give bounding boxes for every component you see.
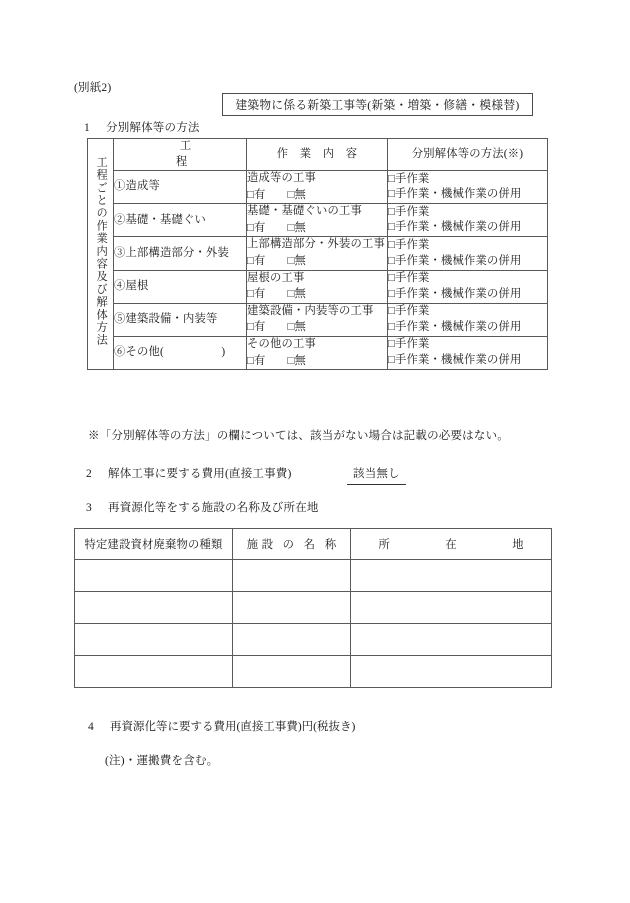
waste-type-cell[interactable] — [75, 624, 233, 656]
work-title: 屋根の工事 — [247, 271, 305, 284]
work-content-cell — [247, 171, 388, 204]
table-row — [88, 237, 548, 270]
checkbox-no[interactable]: □無 — [287, 354, 307, 367]
method-cell — [388, 303, 548, 336]
table-header-row — [75, 529, 552, 560]
checkbox-yes[interactable]: □有 — [247, 255, 266, 268]
column-header-method — [388, 139, 548, 171]
work-presence-checkboxes — [247, 287, 387, 303]
column-header-facility-name-text: 施設 の 名 称 — [246, 539, 340, 551]
section-3-number: 3 — [86, 502, 92, 514]
table-row — [88, 303, 548, 336]
table-row — [75, 560, 552, 592]
process-cell: ③上部構造部分・外装 — [114, 237, 247, 270]
checkbox-manual-machine[interactable]: □手作業・機械作業の併用 — [388, 320, 522, 333]
column-header-waste-type — [75, 529, 233, 560]
checkbox-manual-machine[interactable]: □手作業・機械作業の併用 — [388, 188, 522, 201]
checkbox-manual[interactable]: □手作業 — [388, 272, 430, 285]
method-cell — [388, 237, 548, 270]
table-row — [75, 592, 552, 624]
checkbox-yes[interactable]: □有 — [247, 221, 266, 234]
recycling-facility-table — [74, 528, 552, 688]
column-header-work-content-text: 作 業 内 容 — [276, 147, 358, 160]
column-header-location-text: 所 在 地 — [378, 539, 535, 551]
demolition-cost-value[interactable]: 該当無し — [347, 466, 406, 485]
table-header-row — [88, 139, 548, 171]
checkbox-yes[interactable]: □有 — [247, 321, 266, 334]
form-title-text: 建築物に係る新築工事等(新築・増築・修繕・模様替) — [235, 98, 520, 112]
facility-name-cell[interactable] — [233, 656, 351, 688]
facility-name-cell[interactable] — [233, 624, 351, 656]
checkbox-no[interactable]: □無 — [287, 255, 307, 268]
checkbox-manual-machine[interactable]: □手作業・機械作業の併用 — [388, 221, 522, 234]
checkbox-yes[interactable]: □有 — [247, 188, 266, 201]
attachment-number-label: (別紙2) — [74, 82, 112, 94]
work-content-cell — [247, 303, 388, 336]
work-content-cell — [247, 270, 388, 303]
location-cell[interactable] — [351, 560, 552, 592]
table-row — [75, 656, 552, 688]
table-row — [88, 171, 548, 204]
location-cell[interactable] — [351, 592, 552, 624]
work-content-cell — [247, 237, 388, 270]
work-title: 上部構造部分・外装の工事 — [247, 238, 385, 251]
section-3-heading — [86, 500, 319, 517]
work-title: その他の工事 — [247, 337, 316, 350]
checkbox-yes[interactable]: □有 — [247, 288, 266, 301]
column-header-facility-name — [233, 529, 351, 560]
checkbox-manual[interactable]: □手作業 — [388, 205, 430, 218]
section-4-block — [74, 718, 554, 736]
method-cell — [388, 204, 548, 237]
section-4-title: 再資源化等に要する費用(直接工事費) — [110, 721, 302, 733]
work-title: 基礎・基礎ぐいの工事 — [247, 205, 362, 218]
process-cell: ⑤建築設備・内装等 — [114, 303, 247, 336]
recycling-cost-unit: 円(税抜き) — [301, 721, 356, 733]
section-4-note: (注)・運搬費を含む。 — [105, 755, 219, 767]
column-header-waste-type-text: 特定建設資材廃棄物の種類 — [84, 539, 223, 551]
work-content-cell — [247, 336, 388, 369]
waste-type-cell[interactable] — [75, 560, 233, 592]
section-2-number: 2 — [86, 468, 92, 480]
table-footnote: ※「分別解体等の方法」の欄については、該当がない場合は記載の必要はない。 — [88, 430, 509, 442]
column-header-process — [114, 139, 315, 171]
waste-type-cell[interactable] — [75, 656, 233, 688]
table-row — [75, 624, 552, 656]
checkbox-manual-machine[interactable]: □手作業・機械作業の併用 — [388, 354, 522, 367]
form-title-box — [222, 93, 533, 116]
work-content-cell — [247, 204, 388, 237]
column-header-location — [351, 529, 552, 560]
checkbox-manual[interactable]: □手作業 — [388, 338, 430, 351]
checkbox-manual[interactable]: □手作業 — [388, 305, 430, 318]
work-presence-checkboxes — [247, 320, 387, 336]
section-2-title: 解体工事に要する費用(直接工事費) — [108, 468, 292, 480]
checkbox-manual-machine[interactable]: □手作業・機械作業の併用 — [388, 254, 522, 267]
work-title: 造成等の工事 — [247, 172, 316, 185]
work-presence-checkboxes — [247, 254, 387, 270]
method-cell — [388, 336, 548, 369]
facility-name-cell[interactable] — [233, 592, 351, 624]
waste-type-cell[interactable] — [75, 592, 233, 624]
process-cell: ②基礎・基礎ぐい — [114, 204, 247, 237]
method-cell — [388, 171, 548, 204]
location-cell[interactable] — [351, 656, 552, 688]
process-cell-other[interactable]: ⑥その他( ) — [114, 336, 247, 369]
section-1-number: 1 — [84, 122, 90, 134]
section-1-heading — [84, 120, 200, 137]
demolition-method-table — [87, 138, 548, 370]
column-header-process-text: 工 程 — [175, 140, 315, 168]
work-presence-checkboxes — [247, 354, 387, 370]
checkbox-no[interactable]: □無 — [287, 221, 307, 234]
table-row — [88, 336, 548, 369]
table-row — [88, 204, 548, 237]
checkbox-manual[interactable]: □手作業 — [388, 238, 430, 251]
work-presence-checkboxes — [247, 188, 387, 204]
method-cell — [388, 270, 548, 303]
checkbox-manual[interactable]: □手作業 — [388, 172, 430, 185]
column-header-method-text: 分別解体等の方法(※) — [411, 147, 524, 160]
section-1-title: 分別解体等の方法 — [106, 122, 200, 134]
location-cell[interactable] — [351, 624, 552, 656]
work-title: 建築設備・内装等の工事 — [247, 304, 374, 317]
process-cell: ①造成等 — [114, 171, 247, 204]
section-4-number: 4 — [88, 721, 94, 733]
section-3-title: 再資源化等をする施設の名称及び所在地 — [108, 502, 319, 514]
checkbox-no[interactable]: □無 — [287, 288, 307, 301]
checkbox-manual-machine[interactable]: □手作業・機械作業の併用 — [388, 287, 522, 300]
vertical-spine-text: 工程ごとの作業内容及び解体方法 — [95, 156, 108, 347]
work-presence-checkboxes — [247, 221, 387, 237]
table-row — [88, 270, 548, 303]
section-2-heading — [86, 466, 292, 483]
process-cell: ④屋根 — [114, 270, 247, 303]
vertical-spine-label — [88, 139, 114, 370]
checkbox-yes[interactable]: □有 — [247, 354, 266, 367]
checkbox-no[interactable]: □無 — [287, 321, 307, 334]
checkbox-no[interactable]: □無 — [287, 188, 307, 201]
facility-name-cell[interactable] — [233, 560, 351, 592]
